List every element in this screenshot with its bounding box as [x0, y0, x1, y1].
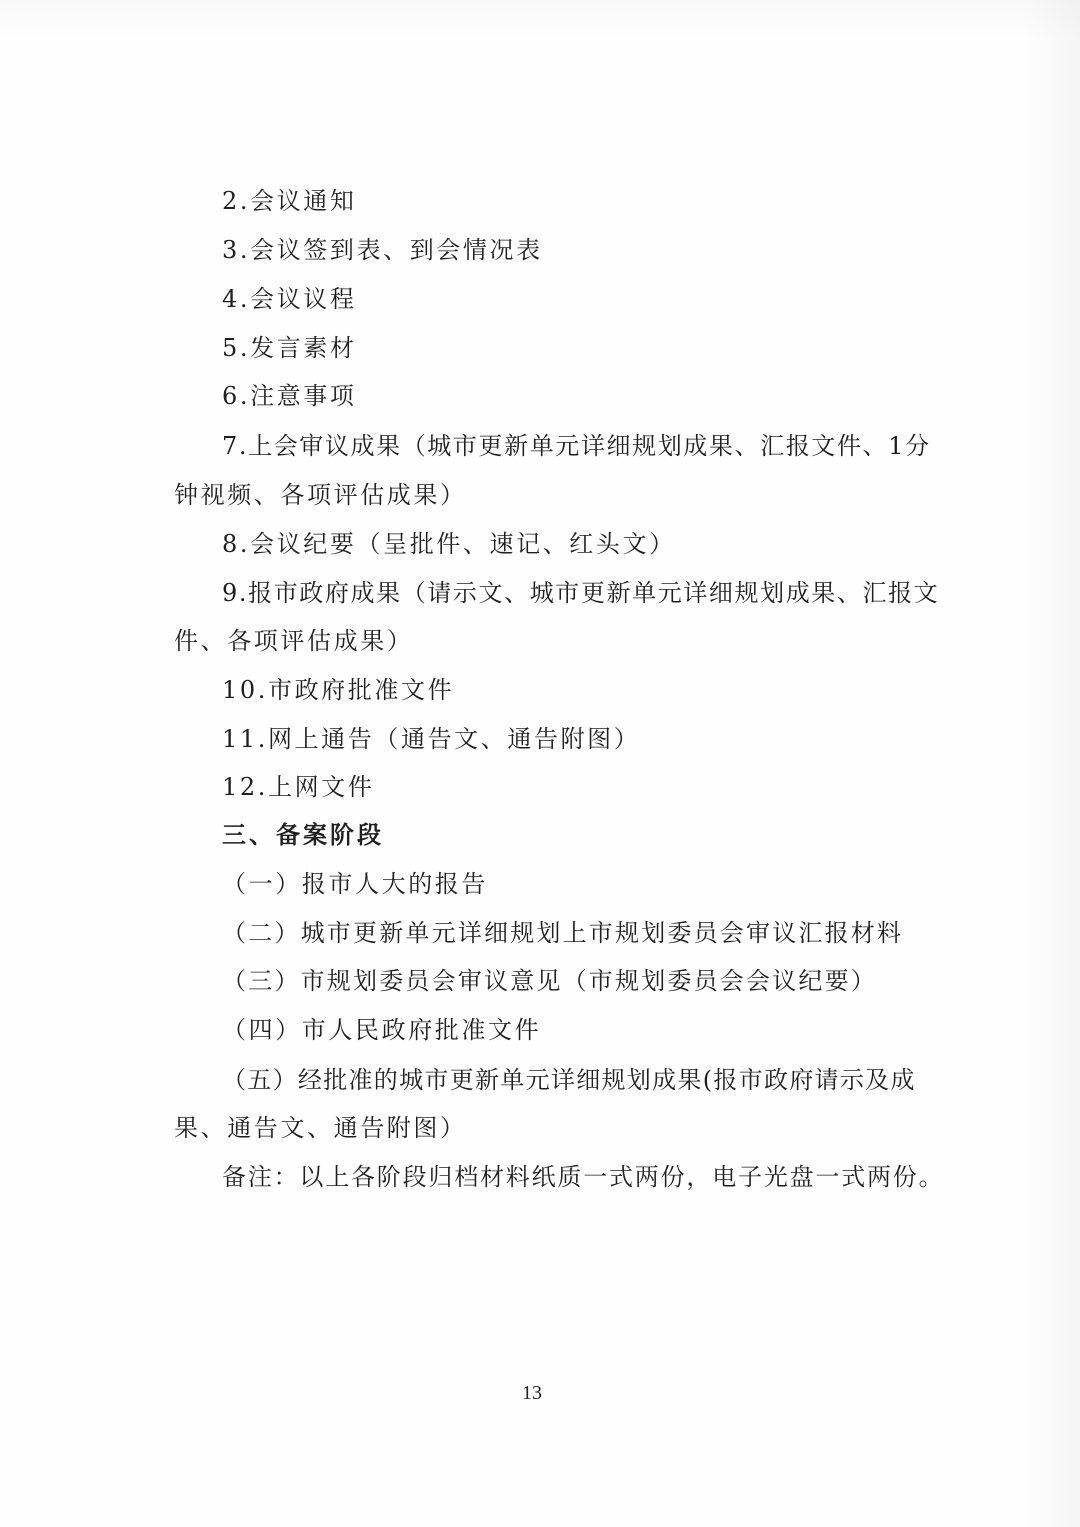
scan-shadow-right: [1020, 0, 1080, 1527]
list-item-5-speech-material: 5.发言素材: [222, 334, 357, 362]
filing-item-1: （一）报市人大的报告: [222, 870, 488, 898]
list-item-7-continuation: 钟视频、各项评估成果）: [174, 481, 467, 509]
filing-item-3: （三）市规划委员会审议意见（市规划委员会会议纪要）: [222, 967, 877, 995]
list-item-9-continuation: 件、各项评估成果）: [174, 627, 414, 655]
list-item-2-meeting-notice: 2.会议通知: [222, 187, 357, 215]
filing-item-5: （五）经批准的城市更新单元详细规划成果(报市政府请示及成: [222, 1066, 916, 1094]
section-heading-filing-stage: 三、备案阶段: [222, 821, 384, 849]
filing-item-4: （四）市人民政府批准文件: [222, 1016, 542, 1044]
list-item-3-sign-in-sheet: 3.会议签到表、到会情况表: [222, 236, 543, 264]
list-item-11-online-notice: 11.网上通告（通告文、通告附图）: [222, 725, 641, 753]
list-item-6-notes: 6.注意事项: [222, 382, 357, 410]
list-item-7-review-results: 7.上会审议成果（城市更新单元详细规划成果、汇报文件、1分: [222, 432, 931, 460]
page-number: 13: [522, 1382, 542, 1404]
list-item-4-agenda: 4.会议议程: [222, 285, 357, 313]
list-item-12-online-files: 12.上网文件: [222, 773, 375, 801]
list-item-10-approval-document: 10.市政府批准文件: [222, 676, 455, 704]
filing-item-5-continuation: 果、通告文、通告附图）: [174, 1114, 467, 1142]
list-item-8-meeting-minutes: 8.会议纪要（呈批件、速记、红头文）: [222, 530, 676, 558]
filing-item-2: （二）城市更新单元详细规划上市规划委员会审议汇报材料: [222, 919, 904, 947]
remark-note: 备注：以上各阶段归档材料纸质一式两份，电子光盘一式两份。: [222, 1163, 945, 1191]
scan-shadow-top: [0, 0, 1080, 40]
list-item-9-government-results: 9.报市政府成果（请示文、城市更新单元详细规划成果、汇报文: [222, 579, 940, 607]
